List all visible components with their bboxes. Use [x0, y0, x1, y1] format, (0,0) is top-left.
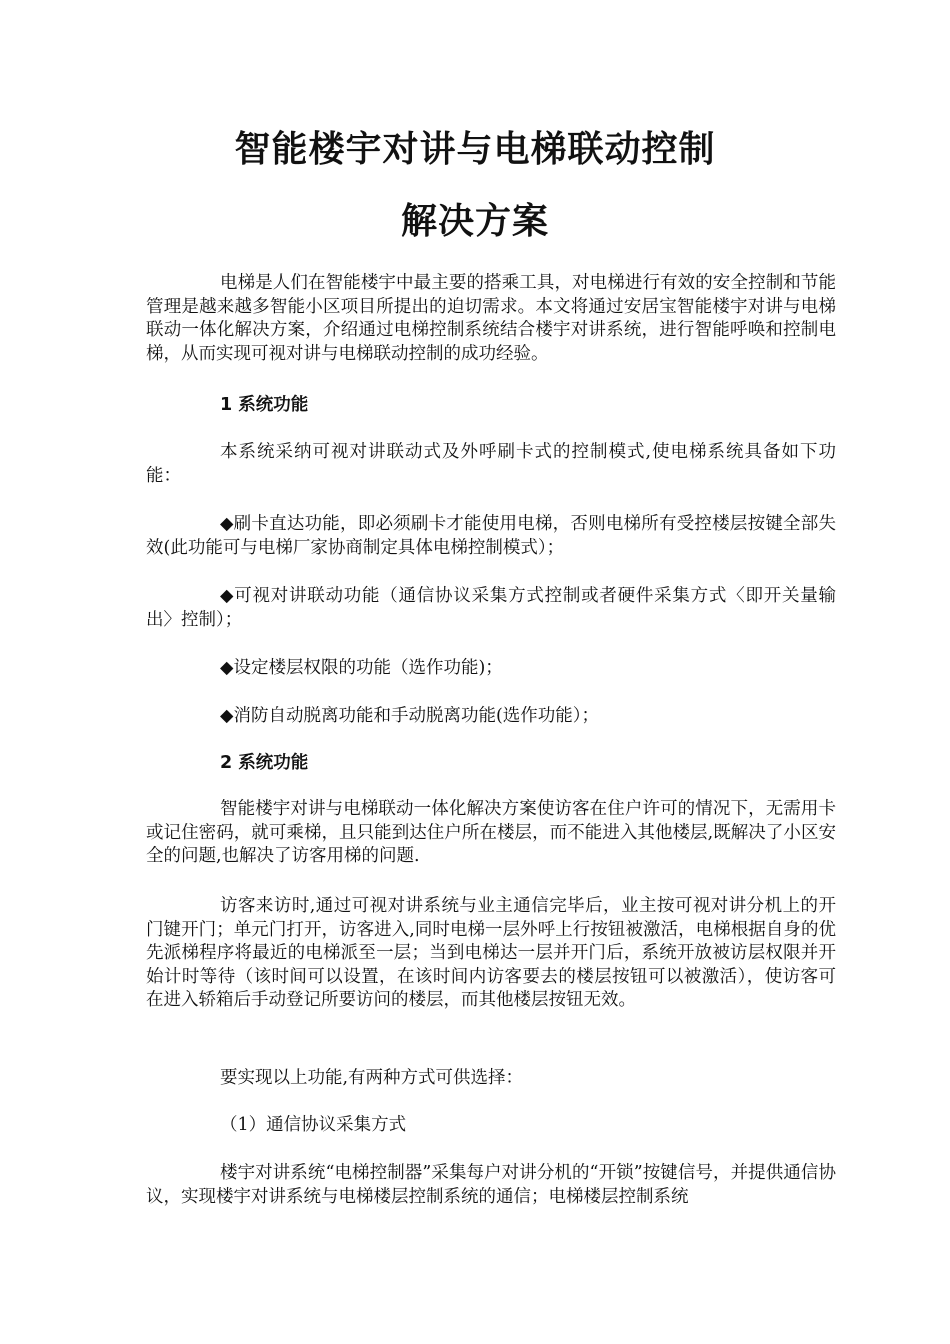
document-title-line-1: 智能楼宇对讲与电梯联动控制	[234, 129, 716, 170]
body-paragraph: 访客来访时,通过可视对讲系统与业主通信完毕后，业主按可视对讲分机上的开门键开门；单元门打开，访客进入,同时电梯一层外呼上行按钮被激活，电梯根据自身的优先派梯程序将最近的电梯派至一层；当到电梯达一层并开门后，系统开放被访层权限并开始计时等待（该时间可以设置，在该时间内访客要去的楼层按钮可以被激活），使访客可在进入轿箱后手动登记所要访问的楼层，而其他楼层按钮无效。	[146, 896, 836, 1010]
bullet-item: ◆刷卡直达功能，即必须刷卡才能使用电梯，否则电梯所有受控楼层按键全部失效(此功能可与电梯厂家协商制定具体电梯控制模式）；	[146, 514, 836, 558]
intro-paragraph: 电梯是人们在智能楼宇中最主要的搭乘工具，对电梯进行有效的安全控制和节能管理是越来越多智能小区项目所提出的迫切需求。本文将通过安居宝智能楼宇对讲与电梯联动一体化解决方案，介绍通过电梯控制系统结合楼宇对讲系统，进行智能呼唤和控制电梯，从而实现可视对讲与电梯联动控制的成功经验。	[146, 273, 836, 364]
document-title-line-2: 解决方案	[400, 201, 549, 242]
section-1-heading: 1 系统功能	[220, 395, 309, 415]
bullet-item: ◆可视对讲联动功能（通信协议采集方式控制或者硬件采集方式〈即开关量输出〉控制）；	[146, 586, 836, 630]
body-paragraph: 楼宇对讲系统“电梯控制器”采集每户对讲分机的“开锁”按键信号，并提供通信协议，实现楼宇对讲系统与电梯楼层控制系统的通信；电梯楼层控制系统	[146, 1163, 836, 1207]
section-2-heading: 2 系统功能	[220, 753, 309, 773]
body-paragraph: 智能楼宇对讲与电梯联动一体化解决方案使访客在住户许可的情况下，无需用卡或记住密码，就可乘梯，且只能到达住户所在楼层，而不能进入其他楼层,既解决了小区安全的问题,也解决了访客用梯的问题.	[146, 799, 836, 866]
section-1-intro: 本系统采纳可视对讲联动式及外呼刷卡式的控制模式,使电梯系统具备如下功能：	[146, 442, 836, 486]
body-paragraph: 要实现以上功能,有两种方式可供选择：	[220, 1068, 524, 1088]
subsection-heading: （1）通信协议采集方式	[220, 1115, 407, 1135]
bullet-item: ◆消防自动脱离功能和手动脱离功能(选作功能）；	[220, 706, 600, 726]
bullet-item: ◆设定楼层权限的功能（选作功能)；	[220, 658, 503, 678]
